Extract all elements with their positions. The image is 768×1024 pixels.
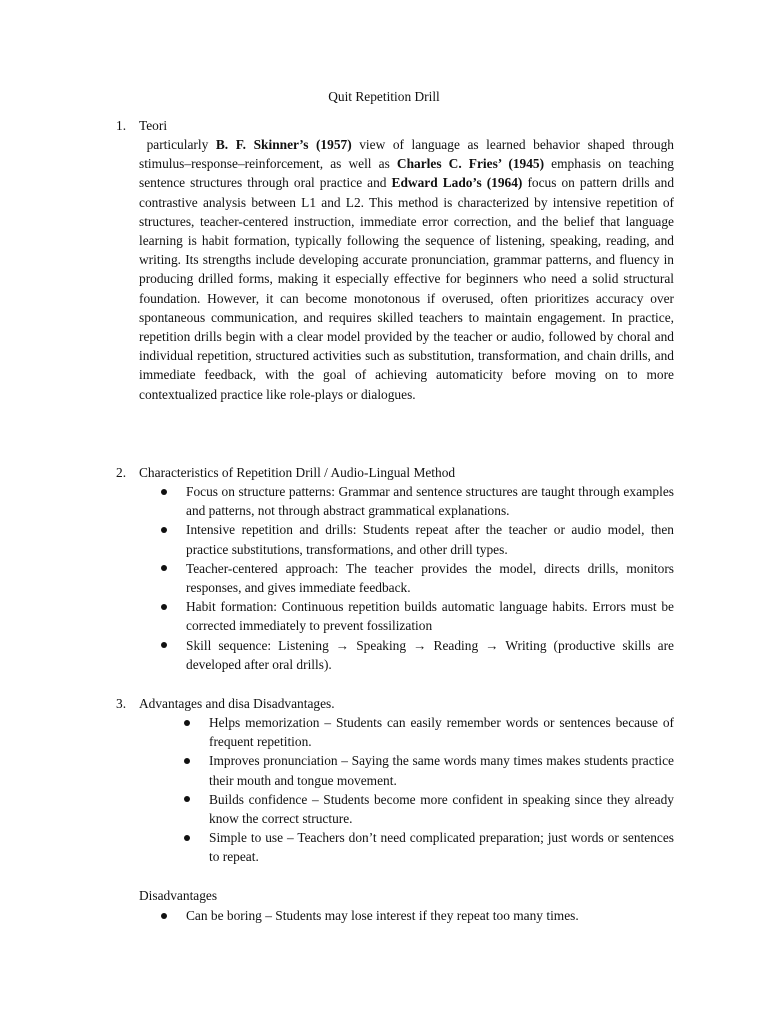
list-item-text: Focus on structure patterns: Grammar and sentence structures are taught through examples and patterns, not through abstract grammatical explanations.: [186, 484, 674, 519]
bullet-icon: [161, 565, 167, 571]
list-item: [186, 906, 674, 925]
section-heading: Characteristics of Repetition Drill / Audio-Lingual Method: [139, 465, 456, 480]
paragraph-text: particularly: [139, 137, 216, 152]
paragraph-text: view of language as learned behavior shaped through stimulus–response–reinforcement, as well as: [139, 137, 674, 172]
section-number: 2.: [116, 465, 127, 480]
list-item-text: Builds confidence – Students become more confident in speaking since they already know the correct structure.: [209, 791, 674, 827]
disadvantages-heading: Disadvantages: [139, 888, 218, 903]
fries-citation: Charles C. Fries’ (1945): [396, 156, 545, 172]
bullet-icon: [161, 489, 167, 495]
bullet-icon: [161, 527, 167, 533]
lado-citation: Edward Lado’s (1964): [391, 175, 523, 191]
list-item: [186, 520, 674, 558]
bullet-icon: [161, 642, 167, 648]
list-item-text: Helps memorization – Students can easily remember words or sentences because of frequent repetition.: [209, 715, 674, 750]
list-item-text: Intensive repetition and drills: Students repeat after the teacher or audio model, then practice substitutions, transformations, and other drill types.: [186, 522, 674, 557]
list-item-text: Teacher-centered approach: The teacher provides the model, directs drills, monitors responses, and gives immediate feedback.: [186, 560, 674, 596]
list-item: [186, 482, 674, 520]
characteristics-list: [186, 482, 674, 674]
bullet-icon: [161, 604, 167, 610]
list-item: [186, 636, 674, 674]
list-item: [209, 751, 674, 789]
list-item: [209, 828, 674, 866]
paragraph-text: focus on pattern drills and contrastive analysis between L1 and L2. This method is characterized by intensive repetition of structures, teacher-centered instruction, immediate error correction, and the belief that language learning is habit formation, typically following the sequence of listening, speaking, reading, and writing. Its strengths include developing accurate pronunciation, grammar patterns, and fluency in producing drilled forms, making it especially effective for beginners who need a solid structural foundation. However, it can become monotonous if overused, often prioritizes accuracy over spontaneous communication, and requires skilled teachers to maintain engagement. In practice, repetition drills begin with a clear model provided by the teacher or audio, followed by choral and individual repetition, structured activities such as substitution, transformation, and chain drills, and immediate feedback, with the goal of achieving automaticity before moving on to more contextualized practice like role-plays or dialogues.: [139, 175, 675, 402]
list-item-text: Improves pronunciation – Saying the same words many times makes students practice their mouth and tongue movement.: [209, 753, 674, 788]
section-number: 3.: [116, 696, 127, 711]
section-heading: Advantages and disa Disadvantages.: [139, 696, 335, 711]
list-item-text: Skill sequence: Listening → Speaking → Reading → Writing (productive skills are developed after oral drills).: [186, 637, 674, 672]
teori-paragraph: [139, 135, 674, 404]
advantages-list: [209, 713, 674, 867]
disadvantages-list: [186, 906, 674, 925]
section-heading: Teori: [139, 118, 168, 133]
paragraph-text: emphasis on teaching sentence structures through oral practice and: [139, 156, 674, 191]
list-item-text: Simple to use – Teachers don’t need complicated preparation; just words or sentences to repeat.: [209, 830, 674, 865]
bullet-icon: [184, 758, 190, 764]
list-item: [186, 597, 674, 635]
document-title: Quit Repetition Drill: [328, 89, 440, 104]
section-number: 1.: [116, 118, 127, 133]
list-item: [209, 713, 674, 751]
bullet-icon: [161, 913, 167, 919]
list-item: [209, 790, 674, 828]
bullet-icon: [184, 720, 190, 726]
skinner-citation: B. F. Skinner’s (1957): [215, 137, 352, 152]
list-item-text: Habit formation: Continuous repetition builds automatic language habits. Errors must be corrected immediately to prevent fossilization: [186, 599, 674, 634]
list-item-text: Can be boring – Students may lose interest if they repeat too many times.: [186, 908, 579, 923]
list-item: [186, 559, 674, 597]
bullet-icon: [184, 835, 190, 841]
bullet-icon: [184, 796, 190, 802]
